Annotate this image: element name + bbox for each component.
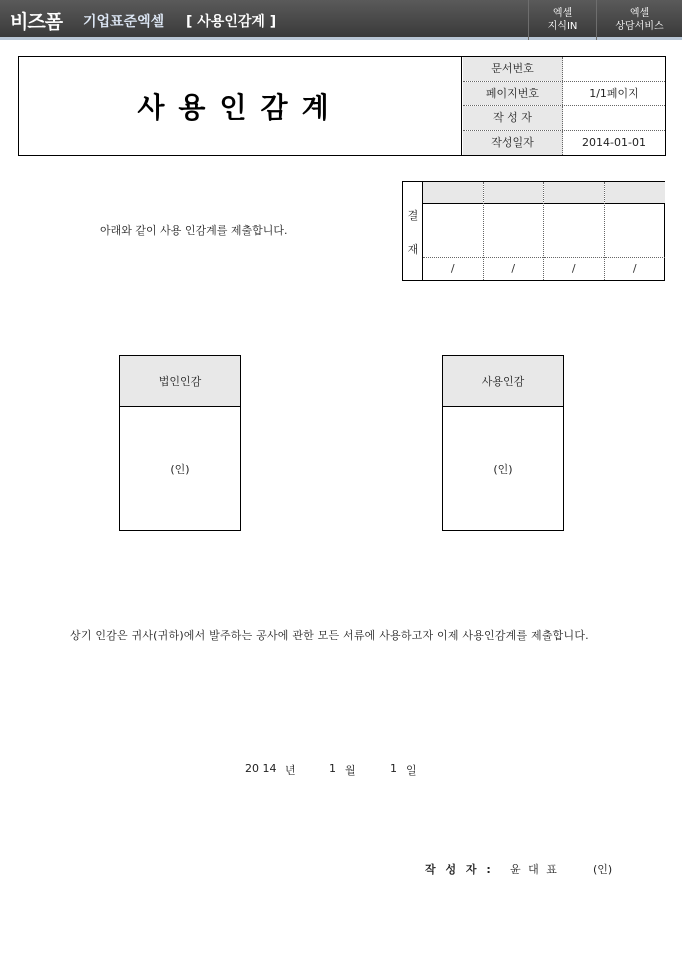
approval-label-bottom: 재: [407, 243, 419, 256]
approval-date[interactable]: /: [450, 262, 455, 275]
approval-date[interactable]: /: [632, 262, 637, 275]
author-label: 작 성 자 :: [425, 863, 494, 876]
approval-sign-cell[interactable]: [423, 204, 483, 258]
meta-value[interactable]: [563, 57, 665, 81]
approval-head[interactable]: [605, 182, 666, 204]
date-day-unit: 일: [406, 764, 417, 777]
excel-consult-button[interactable]: [596, 0, 682, 40]
approval-column: [484, 182, 545, 280]
intro-text: 아래와 같이 사용 인감계를 제출합니다.: [100, 224, 288, 237]
meta-value[interactable]: 1/1페이지: [589, 86, 639, 100]
author-name[interactable]: 윤 대 표: [510, 863, 559, 876]
corporate-seal-box: [119, 355, 241, 531]
meta-label: 문서번호: [463, 57, 563, 81]
excel-knowledge-line2: 지식IN: [547, 21, 578, 32]
approval-head[interactable]: [484, 182, 544, 204]
approval-label: [403, 182, 423, 280]
document-header: [18, 56, 666, 156]
bizforms-logo[interactable]: 비즈폼: [10, 11, 63, 33]
meta-row-date: [463, 131, 665, 156]
date-year[interactable]: 20 14: [245, 762, 277, 775]
excel-knowledge-button[interactable]: [528, 0, 596, 40]
author-seal-mark: (인): [593, 863, 613, 876]
seal-title: 사용인감: [443, 356, 563, 407]
approval-sign-cell[interactable]: [605, 204, 666, 258]
meta-label: 작성일자: [463, 131, 563, 156]
approval-sign-cell[interactable]: [544, 204, 604, 258]
meta-value[interactable]: [563, 106, 665, 130]
statement-paragraph: 상기 인감은 귀사(귀하)에서 발주하는 공사에 관한 모든 서류에 사용하고자 이제 사용인감계를 제출합니다.: [70, 629, 589, 642]
approval-column: [544, 182, 605, 280]
document-title: 사용인감계: [19, 57, 462, 155]
date-month-unit: 월: [345, 764, 356, 777]
meta-table: [463, 57, 665, 155]
usage-seal-box: [442, 355, 564, 531]
top-bar: [0, 0, 682, 40]
meta-row-page-number: [463, 82, 665, 107]
date-month[interactable]: 1: [329, 762, 336, 775]
approval-label-top: 결: [407, 209, 419, 222]
approval-date[interactable]: /: [511, 262, 516, 275]
approval-date[interactable]: /: [571, 262, 576, 275]
seal-title: 법인인감: [120, 356, 240, 407]
approval-head[interactable]: [423, 182, 483, 204]
seal-mark[interactable]: (인): [493, 463, 513, 476]
meta-label: 작 성 자: [463, 106, 563, 130]
date-year-unit: 년: [285, 764, 296, 777]
date-day[interactable]: 1: [390, 762, 397, 775]
meta-row-author: [463, 106, 665, 131]
approval-column: [605, 182, 666, 280]
excel-consult-line2: 상담서비스: [615, 21, 664, 32]
meta-row-doc-number: [463, 57, 665, 82]
brand-label[interactable]: 기업표준엑셀: [83, 14, 165, 30]
meta-value[interactable]: 2014-01-01: [582, 135, 646, 149]
approval-box: [402, 181, 665, 281]
meta-label: 페이지번호: [463, 82, 563, 106]
excel-knowledge-line1: 엑셀: [552, 8, 573, 19]
approval-head[interactable]: [544, 182, 604, 204]
excel-consult-line1: 엑셀: [629, 8, 650, 19]
approval-sign-cell[interactable]: [484, 204, 544, 258]
seal-mark[interactable]: (인): [170, 463, 190, 476]
top-doc-title: [ 사용인감계 ]: [186, 14, 277, 30]
approval-column: [423, 182, 484, 280]
